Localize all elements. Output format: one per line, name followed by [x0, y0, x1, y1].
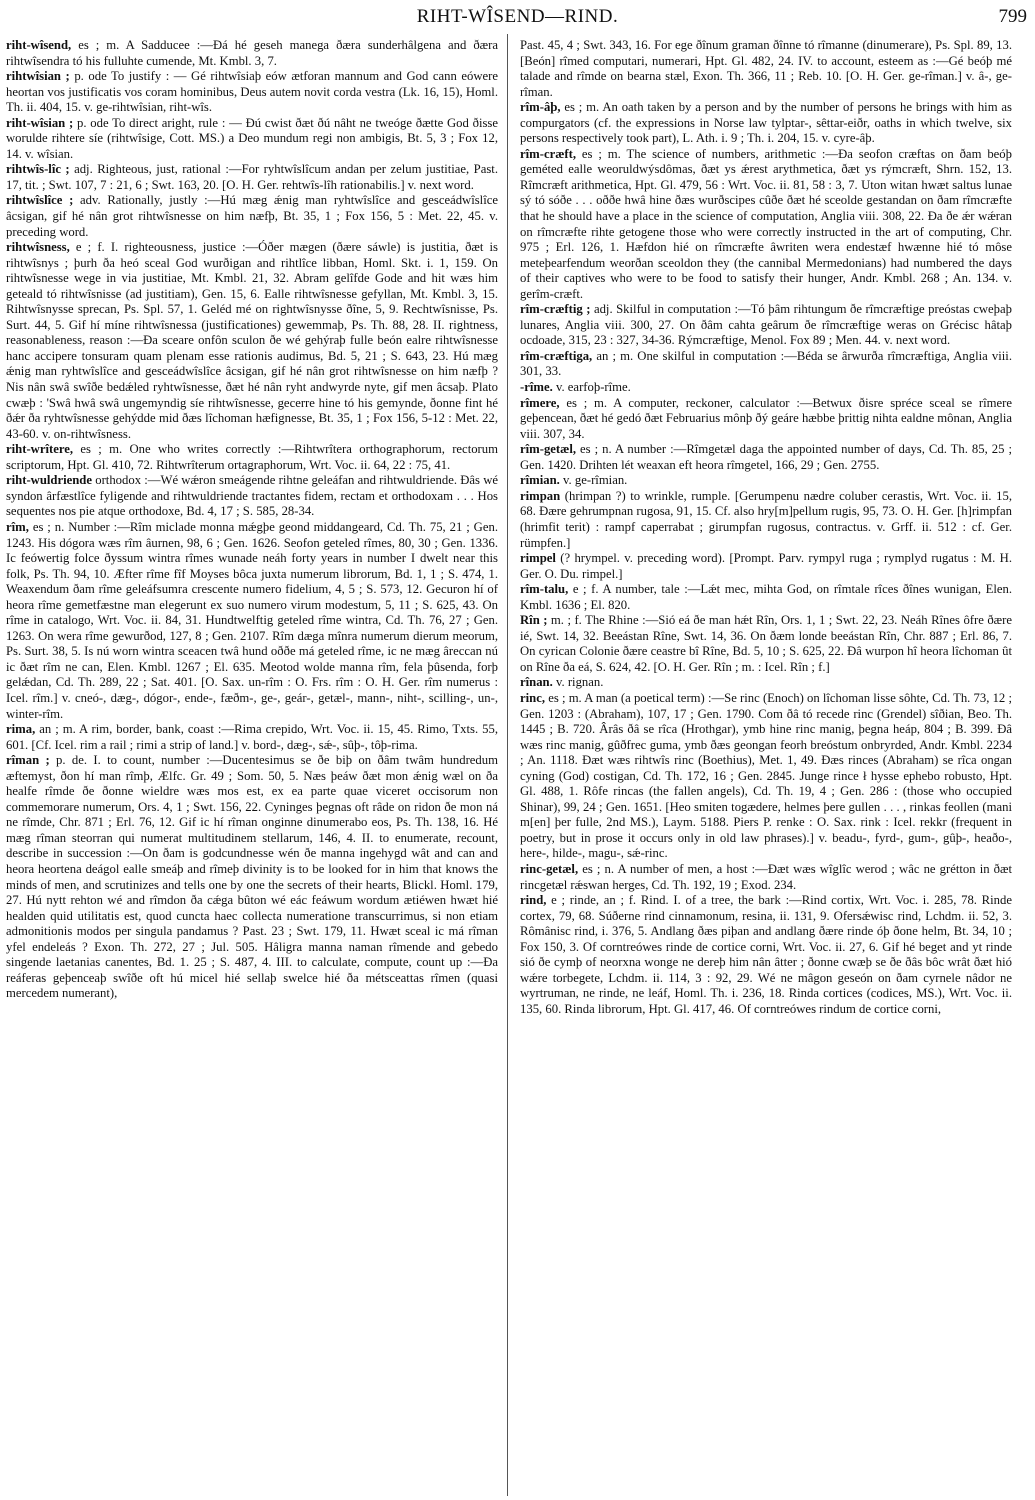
entry-headword: rimpan — [520, 488, 561, 503]
entry-headword: rihtwîsness, — [6, 240, 70, 255]
entry-text: es ; m. A man (a poetical term) :—Se rinc (Enoch) on lîchoman lisse sôhte, Cd. Th. 73, 12 ; Gen. 1203 : (Abraham), 107, 17 ; Gen. 1790. Com ðâ tó recede rinc (Grendel) sîðian, Beo. Th. 1445 ; B. 720. Ârâs ðâ se rîca (Hrothgar), ymb hine rinc manig, þegna heáp, 804 ; B. 399. Ðâ wæs rinc manig, gûðfrec guma, ymb ðæs geongan feorh breóstum onbryrded, Andr. Kmbl. 2234 ; An. 1118. Ðæt wæs rihtwîs rinc (Boethius), Met. 1, 49. Ðæs rinces (Abraham) se rîca ongan cyning (God) costigan, Cd. Th. 172, 16 ; Gen. 2845. Junge rince ł hysse ephebo robusto, Hpt. Gl. 488, 1. Rôfe rincas (the fallen angels), Cd. Th. 19, 4 ; Gen. 286 : (those who occupied Shinar), 99, 24 ; Gen. 1651. [Heo smiten togædere, helmes þere gullen . . . , rinkas feollen (mani m[en] þer fulle, 2nd MS.), Laym. 5188. Piers P. renke : O. Sax. rink : Icel. rekkr (frequent in poetry, but in prose it occurs only in old law phrases).] v. beadu-, fyrd-, gum-, gûþ-, heaðo-, here-, hilde-, magu-, sǽ-rinc. — [520, 690, 1012, 861]
entry-text: e ; f. I. righteousness, justice :—Óðer mægen (ðære sáwle) is justitia, ðæt is rihtwîsnys ; þurh ða heó sceal God wurðigan and rihtlîce libban, Homl. Skt. i. 1, 159. On rihtwîsnesse wege in via justitiae, Mt. Kmbl. 21, 32. Abram gelîfde Gode and hit wæs him geteald tó rihtwîsnisse (ad justitiam), Gen. 15, 6. Ealle rihtwîsnesse gefyllan, Mt. Kmbl. 3, 15. Rihtwîsnysse sprecan, Ps. Spl. 57, 1. Geléd mé on rightwîsnysse ðîne, 5, 9. Rechtwîsnisse, Ps. Surt. 44, 5. Gif hí míne rihtwîsnessa (justificationes) gewemmaþ, Ps. Th. 88, 28. II. rightness, reasonableness, reason :—Ða sceare onfôn sculon ðe wé gehýraþ fulle beón ealre rihtwîsnesse hanc accipere tonsuram quam plenam esse rationis audimus, Bd. 5, 21 ; S. 643, 23. Hú mæg ǽnig man ryhtwîslîce and gesceádwîslîce âcsigan, gif hé nân grot rihtwîsnesse on him næfþ ? Nis nân swâ swîðe bedǽled ryhtwîsnesse, ðæt hé nân ryht andwyrde nyte, gif men âcsaþ. Plato cwæþ : 'Swâ hwâ swâ ungemyndig síe rihtwîsnesse, gecerre hine tó his gemynde, ðonne fint hé ðǽr ða ryhtwîsnesse gehýdde mid ðæs lîchoman hæfignesse, Bt. 35, 1 ; Fox 156, 5-12 : Met. 22, 43-60. v. on-rihtwîsness. — [6, 240, 498, 441]
entry-text: adj. Righteous, just, rational :—For ryhtwîslîcum andan per zelum justitiae, Past. 17, tit. ; Swt. 107, 7 : 21, 6 ; Swt. 163, 20. [O. H. Ger. rehtwîs-lîh rationabilis.] v. next word. — [6, 162, 498, 192]
dictionary-entry — [520, 380, 1012, 396]
dictionary-entry — [6, 722, 498, 753]
entry-text: e ; f. A number, tale :—Lǽt mec, mihta God, on rîmtale rîces ðînes wunigan, Elen. Kmbl. 1636 ; El. 820. — [520, 582, 1012, 612]
entry-headword: rîm-cræft, — [520, 146, 576, 161]
dictionary-entry — [520, 489, 1012, 551]
entry-text: adv. Rationally, justly :—Hú mæg ǽnig man ryhtwîslîce and gesceádwîslîce âcsigan, gif hé nân grot rihtwîsnesse on him næfþ, Bt. 35, 1 ; Fox 156, 5 : Met. 22, 45. v. preceding word. — [6, 193, 498, 239]
entry-headword: rîm-cræftiga, — [520, 348, 593, 363]
running-head-title: RIHT-WÎSEND—RIND. — [416, 6, 619, 27]
entry-text: v. rignan. — [552, 675, 604, 690]
entry-headword: riht-wîsend, — [6, 38, 72, 52]
entry-headword: rîmian. — [520, 473, 560, 488]
entry-text: m. ; f. The Rhine :—Sió eá ðe man hǽt Rîn, Ors. 1, 1 ; Swt. 22, 23. Neáh Rînes ôfre ðære ié, Swt. 14, 32. Beeástan Rîne, Swt. 14, 36. On ðæm londe beeástan Rîn, Chr. 887 ; Erl. 86, 7. On cyrican Colonie ðære ceastre bî Rîne, Bd. 5, 10 ; S. 625, 22. Ðâ wurpon hî heora lîchoman ût on Rîne ða eá, S. 624, 42. [O. H. Ger. Rîn ; m. : Icel. Rîn ; f.] — [520, 613, 1012, 674]
entry-headword: rind, — [520, 893, 547, 908]
entry-text: orthodox :—Wé wǽron smeágende rihtne geleáfan and rihtwuldriende. Ðâs wé syndon ârfæstlîce fyligende and rihtwuldriende tractantes fidem, rectam et orthodoxam . . . Hos sequentes nos pie atque orthodoxe, Bd. 4, 17 ; S. 585, 28-34. — [6, 473, 498, 519]
dictionary-entry — [6, 162, 498, 193]
dictionary-entry — [520, 691, 1012, 862]
entry-text: p. ode To direct aright, rule : — Ðú cwist ðæt ðú nâht ne tweóge ðætte God ðisse worulde rihtere síe (rihtwîsige, Cott. MS.) a Deo mundum regi non ambigis, Bt. 5, 3 ; Fox 12, 14. v. wîsian. — [6, 115, 498, 161]
entry-text: p. de. I. to count, number :—Ducentesimus se ðe biþ on ðâm twâm hundredum æftemyst, ðon hí man rîmþ, Ælfc. Gr. 49 ; Som. 50, 5. Næs þeáw ðæt mon ǽnig wæl on ða healfe rîmde ðe ðonne wieldre wæs mos est, ex ea parte quae viceret occisorum non commemorare numerum, Ors. 4, 1 ; Swt. 156, 22. Cyninges þegnas oft râde on ridon ðe mon ná ne rîmde, Chr. 871 ; Erl. 76, 12. Gif ic hí rîman onginne dinumerabo eos, Ps. Th. 138, 16. Hé mæg rîman steorran qui numerat multitudinem stellarum, 146, 4. II. to enumerate, recount, describe in succession :—On ðam is godcundnesse wén ðe manna ingehygd wât and can and heora heortena deágol ealle smeáþ and rîmeþ divinity is to be looked for in him that knows the minds of men, and scrutinizes and tells one by one the secrets of their hearts, Blickl. Homl. 179, 27. Hú nytt rehton wé and rîmdon ða cǽga bûton wé eác feáwum wordum ætiéwen hwæt hié healden quid utilitatis est, quod cuncta haec collecta numeratione transcurrimus, si non etiam admonitionis modos per singula pandamus ? Past. 23 ; Swt. 179, 11. Hwæt sceal ic má rîman yfel endeleás ? Exon. Th. 272, 27 ; Jul. 505. Hâligra manna naman rîmende and gebedo singende laetanias canentes, Bd. 1. 25 ; S. 487, 4. III. to calculate, compute, count up :—Ða reáferas geþenceaþ swîðe oft hú micel hié sellaþ swelce hié ða métsceattas rîmen (quasi mercedem numerant), — [6, 753, 498, 1001]
running-head — [0, 4, 1035, 30]
entry-text: an ; m. A rim, border, bank, coast :—Rima crepido, Wrt. Voc. ii. 15, 45. Rimo, Txts. 55, 601. [Cf. Icel. rim a rail ; rimi a strip of land.] v. bord-, dæg-, sǽ-, sûþ-, tôþ-rima. — [6, 722, 498, 752]
dictionary-entry — [6, 240, 498, 442]
dictionary-entry — [520, 893, 1012, 1017]
entry-text: v. ge-rîmian. — [559, 473, 628, 488]
entry-headword: rihtwîs-lîc ; — [6, 162, 70, 177]
entry-text: Past. 45, 4 ; Swt. 343, 16. For ege ðînum graman ðînne tó rîmanne (dinumerare), Ps. Spl. 89, 13. [Beón] rîmed computari, numerari, Hpt. Gl. 482, 24. IV. to account, esteem as :—Gé beóþ mé talade and rîmde on bearna stæl, Exon. Th. 366, 11 ; Reb. 10. [O. H. Ger. ge-rîman.] v. â-, ge-rîman. — [520, 38, 1012, 99]
dictionary-entry — [520, 442, 1012, 473]
entry-text: es ; m. A computer, reckoner, calculator :—Betwux ðisre spréce sceal se rîmere geþencean, ðæt hé gedó ðæt Februarius mônþ ðý geáre hæbbe þrittig nihta ealdne mônan, Anglia viii. 307, 34. — [520, 395, 1012, 441]
entry-headword: rîm-talu, — [520, 582, 569, 597]
entry-headword: riht-wrîtere, — [6, 442, 74, 457]
dictionary-entry — [520, 349, 1012, 380]
dictionary-entry — [520, 38, 1012, 100]
dictionary-entry — [6, 193, 498, 240]
entry-text: es ; m. A Sadducee :—Ðá hé geseh manega ðæra sunderhâlgena and ðæra rihtwîsendra tó his fulluhte cumende, Mt. Kmbl. 3, 7. — [6, 38, 498, 68]
dictionary-entry — [520, 675, 1012, 691]
dictionary-entry — [520, 613, 1012, 675]
dictionary-entry — [520, 582, 1012, 613]
entry-headword: -rîme. — [520, 380, 553, 395]
entry-headword: rihtwîslîce ; — [6, 193, 74, 208]
entry-text: es ; n. A number :—Rîmgetæl daga the appointed number of days, Cd. Th. 85, 25 ; Gen. 1420. Drihten lét weaxan eft heora rîmgetel, 166, 29 ; Gen. 2755. — [520, 442, 1012, 472]
left-column — [6, 38, 498, 1493]
dictionary-entry — [6, 69, 498, 116]
dictionary-entry — [520, 147, 1012, 302]
entry-text: (hrimpan ?) to wrinkle, rumple. [Gerumpenu nædre coluber cerastis, Wrt. Voc. ii. 15, 68. Ðære gehrumpnan rugosa, 91, 15. Cf. also hry[m]pellum rugis, 95, 73. O. H. Ger. [h]rimpfan (hrimfit terit) : rampf caperrabat ; girumpfan rugosus, contractus. v. Grff. ii. 512 : cf. Ger. rümpfen.] — [520, 488, 1012, 550]
entry-text: (? hrympel. v. preceding word). [Prompt. Parv. rympyl ruga ; rymplyd rugatus : M. H. Ger. O. Du. rimpel.] — [520, 551, 1012, 581]
entry-headword: riht-wîsian ; — [6, 115, 74, 130]
entry-text: p. ode To justify : — Gé rihtwîsiaþ eów ætforan mannum and God cann eówere heortan vos justificatis vos coram hominibus, Deus autem novit corda vestra (Lk. 16, 15), Homl. Th. ii. 404, 15. v. ge-rihtwîsian, riht-wîs. — [6, 69, 498, 115]
entry-headword: rîmere, — [520, 395, 560, 410]
column-divider — [507, 34, 508, 1496]
entry-headword: rînan. — [520, 675, 553, 690]
entry-text: es ; n. A number of men, a host :—Ðæt wæs wîglîc werod ; wâc ne grétton in ðæt rincgetæl rǽswan herges, Cd. Th. 192, 19 ; Exod. 234. — [520, 861, 1012, 892]
dictionary-entry — [520, 473, 1012, 489]
dictionary-entry — [6, 442, 498, 473]
dictionary-entry — [6, 116, 498, 163]
entry-text: es ; m. An oath taken by a person and by the number of persons he brings with him as compurgators (cf. the expressions in Norse law tylptar-, sêttar-eiðr, oaths in which twelve, six persons respectively took part), L. Ath. i. 9 ; Th. i. 204, 15. v. cyre-âþ. — [520, 100, 1012, 146]
entry-text: e ; rinde, an ; f. Rind. I. of a tree, the bark :—Rind cortix, Wrt. Voc. i. 285, 78. Rinde cortex, 79, 68. Súðerne rind cinnamonum, resina, ii. 131, 9. Ofersǽwisc rind, Lchdm. ii. 52, 3. Rômânisc rind, i. 376, 5. Andlang ðæs piþan and andlang ðære rinde óþ ðone helm, Bt. 34, 10 ; Fox 150, 3. Of corntreówes rinde de cortice corni, Wrt. Voc. ii. 27, 6. Gif hé beget and yt rinde sió ðe cymþ of neorxna wonge ne dereþ him nân âtter ; ðonne cwæþ se ðe ðâs bôc wrât ðæt hió wǽre torbegete, Lchdm. ii. 114, 3 : 92, 29. Wé ne mâgon geseón on ðam cyrnele nâdor ne wyrtruman, ne rinde, ne leáf, Homl. Th. i. 236, 18. Rinda cortices (codices, MS.), Wrt. Voc. ii. 135, 60. Rinda librorum, Hpt. Gl. 417, 46. Of corntreówes rindum de cortice corni, — [520, 893, 1012, 1016]
dictionary-entry — [520, 302, 1012, 349]
entry-headword: rinc-getæl, — [520, 861, 579, 876]
entry-headword: rîman ; — [6, 753, 50, 768]
dictionary-entry — [6, 473, 498, 520]
entry-headword: rîm-getæl, — [520, 442, 577, 457]
dictionary-entry — [520, 100, 1012, 147]
dictionary-entry — [6, 520, 498, 722]
entry-headword: Rîn ; — [520, 613, 548, 628]
entry-headword: rima, — [6, 722, 36, 737]
entry-headword: rîm-cræftig ; — [520, 302, 591, 317]
dictionary-entry — [520, 862, 1012, 893]
dictionary-entry — [520, 551, 1012, 582]
entry-headword: rihtwîsian ; — [6, 69, 70, 84]
page-number: 799 — [998, 6, 1027, 27]
entry-text: es ; n. Number :—Rîm miclade monna mǽgþe geond middangeard, Cd. Th. 75, 21 ; Gen. 1243. His dógora wæs rîm âurnen, 98, 6 ; Gen. 1626. Seofon geteled rîmes, 80, 30 ; Gen. 1336. Ic feówertig folce ðyssum wintra rîmes wunade neáh forty years in number I dwelt near this folk, Ps. Th. 94, 10. Æfter rîme fîf Moyses bôca juxta numerum librorum, Bd. 1, 1 ; S. 474, 1. Weaxendum ðam rîme geleáfsumra crescente numero fidelium, 4, 5 ; S. 573, 12. Gecuron hí of heora rîme gemetfæstne man elegerunt ex suo numero virum modestum, 5, 11 ; S. 625, 43. On rîme in catalogo, Wrt. Voc. ii. 84, 31. Hundtwelftig geteled rîme wintra, Cd. Th. 76, 27 ; Gen. 1263. On wera rîme gewurðod, 127, 8 ; Gen. 2107. Rîm dæga mînra numerum dierum meorum, Ps. Surt. 38, 5. Is nú worn wintra sceacen twâ hund oððe má geteled rîme, ic ne mæg âreccan nú ic ðæt rîm ne can, Elen. Kmbl. 1267 ; El. 635. Meotod wolde manna rîm, fela þûsenda, forþ gelǽdan, Cd. Th. 289, 22 ; Sat. 401. [O. Sax. un-rîm : O. Frs. rîm : O. H. Ger. rîm numerus : Icel. rîm.] v. cneó-, dæg-, dógor-, ende-, fæðm-, ge-, geár-, getæl-, mann-, niht-, scilling-, un-, winter-rîm. — [6, 519, 498, 721]
dictionary-entry — [520, 396, 1012, 443]
entry-text: an ; m. One skilful in computation :—Béda se ârwurða rîmcræftiga, Anglia viii. 301, 33. — [520, 348, 1012, 379]
entry-headword: rimpel — [520, 551, 556, 566]
entry-headword: rîm, — [6, 519, 29, 534]
entry-headword: rinc, — [520, 690, 546, 705]
dictionary-entry — [6, 38, 498, 69]
entry-text: v. earfoþ-rîme. — [552, 380, 631, 395]
entry-text: es ; m. One who writes correctly :—Rihtwrîtera orthographorum, rectorum scriptorum, Hpt. Gl. 410, 72. Rihtwrîterum ortagraphorum, Wrt. Voc. ii. 64, 22 : 75, 41. — [6, 442, 498, 472]
dictionary-entry — [6, 753, 498, 1002]
entry-headword: rîm-âþ, — [520, 100, 561, 115]
entry-headword: riht-wuldriende — [6, 473, 92, 488]
entry-text: es ; m. The science of numbers, arithmetic :—Ða seofon cræftas on ðam beóþ geméted ealle weoruldwýsdômas, ðæt ys ǽrest arythmetica, ðæt ys rýmcræft, Shrn. 152, 13. Rîmcræft arithmetica, Hpt. Gl. 479, 56 : Wrt. Voc. ii. 81, 58 : 3, 7. Uton witan hwæt saltus lunae sý tó sóðe . . . oððe hwâ hine ðæs wurðscipes cûðe ðæt hé sceolde gestandan on ðam rîmcræfte that he should have a place in the science of computation, Anglia viii. 308, 22. Ða ðe ǽr wǽran on rîmcræfte rihte getogene those who were correctly instructed in the art of computing, Chr. 975 ; Erl. 126, 1. Hæfdon hié on rîmcræfte âwriten wera endestæf hwænne hié tó môse meteþearfendum weorðan sceoldon they (the cannibal Mermedonians) had numbered the days of their captives who were to be food to satisfy their hunger, Andr. Kmbl. 268 ; An. 134. v. gerîm-cræft. — [520, 146, 1012, 301]
right-column — [520, 38, 1012, 1493]
entry-text: adj. Skilful in computation :—Tó þâm rihtungum ðe rîmcræftige preóstas cweþaþ lunares, Anglia viii. 300, 27. On ðâm cahta geârum ðe rîmcræftige weras on Grécisc hâtaþ ocdoade, 315, 23 : 327, 34-36. Rýmcræftige, Menol. Fox 89 ; Men. 44. v. next word. — [520, 302, 1012, 348]
